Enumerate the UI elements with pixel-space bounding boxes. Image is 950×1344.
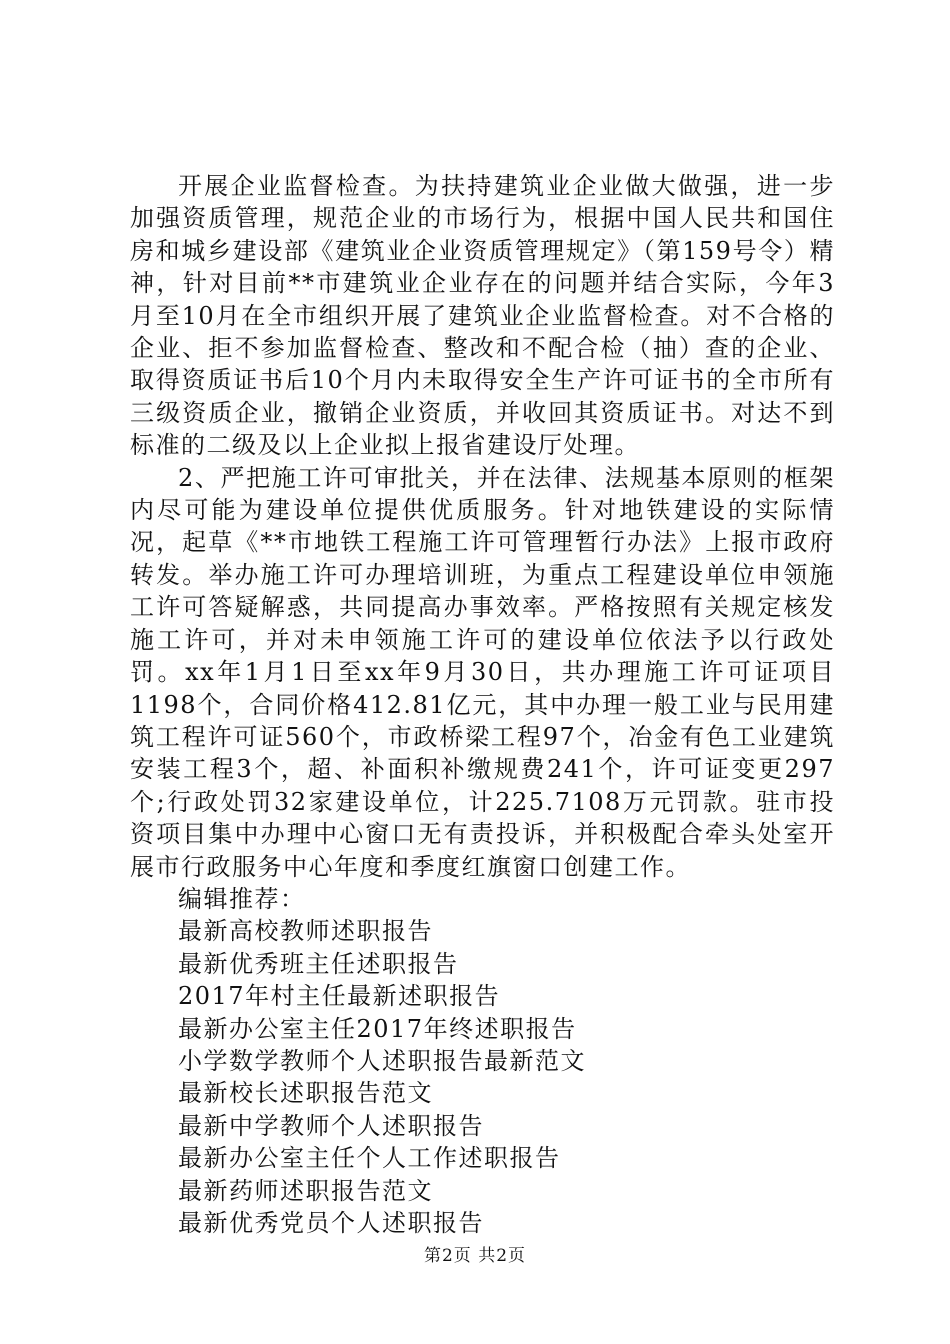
recommend-heading: 编辑推荐：	[178, 884, 306, 913]
recommend-link[interactable]: 小学数学教师个人述职报告最新范文	[178, 1046, 586, 1075]
recommend-link[interactable]: 最新校长述职报告范文	[178, 1079, 433, 1108]
recommend-link[interactable]: 最新办公室主任2017年终述职报告	[178, 1014, 577, 1043]
page-number: 第2页 共2页	[423, 1246, 527, 1266]
paragraph-construction-permit: 2、严把施工许可审批关，并在法律、法规基本原则的框架内尽可能为建设单位提供优质服务。针对地铁建设的实际情况，起草《**市地铁工程施工许可管理暂行办法》上报市政府转发。举办施工许可办理培训班，为重点工程建设单位申领施工许可答疑解惑，共同提高办事效率。严格按照有关规定核发施工许可，并对未申领施工许可的建设单位依法予以行政处罚。xx年1月1日至xx年9月30日，共办理施工许可证项目1198个，合同价格412.81亿元，其中办理一般工业与民用建筑工程许可证560个，市政桥梁工程97个，冶金有色工业建筑安装工程3个，超、补面积补缴规费241个，许可证变更297个;行政处罚32家建设单位，计225.7108万元罚款。驻市投资项目集中办理中心窗口无有责投诉，并积极配合牵头处室开展市行政服务中心年度和季度红旗窗口创建工作。	[130, 463, 835, 881]
document-body	[130, 170, 835, 1239]
recommend-link[interactable]: 最新药师述职报告范文	[178, 1176, 433, 1205]
paragraph-supervision-inspection: 开展企业监督检查。为扶持建筑业企业做大做强，进一步加强资质管理，规范企业的市场行为，根据中国人民共和国住房和城乡建设部《建筑业企业资质管理规定》（第159号令）精神，针对目前**市建筑业企业存在的问题并结合实际，今年3月至10月在全市组织开展了建筑业企业监督检查。对不合格的企业、拒不参加监督检查、整改和不配合检（抽）查的企业、取得资质证书后10个月内未取得安全生产许可证书的全市所有三级资质企业，撤销企业资质，并收回其资质证书。对达不到标准的二级及以上企业拟上报省建设厅处理。	[130, 172, 835, 460]
recommend-link[interactable]: 最新办公室主任个人工作述职报告	[178, 1144, 561, 1173]
recommend-link[interactable]: 2017年村主任最新述职报告	[178, 982, 501, 1011]
recommend-link[interactable]: 最新优秀班主任述职报告	[178, 949, 459, 978]
recommend-link[interactable]: 最新高校教师述职报告	[178, 917, 433, 946]
recommend-list	[130, 915, 835, 1239]
recommend-link[interactable]: 最新优秀党员个人述职报告	[178, 1209, 484, 1237]
recommend-link[interactable]: 最新中学教师个人述职报告	[178, 1111, 484, 1140]
